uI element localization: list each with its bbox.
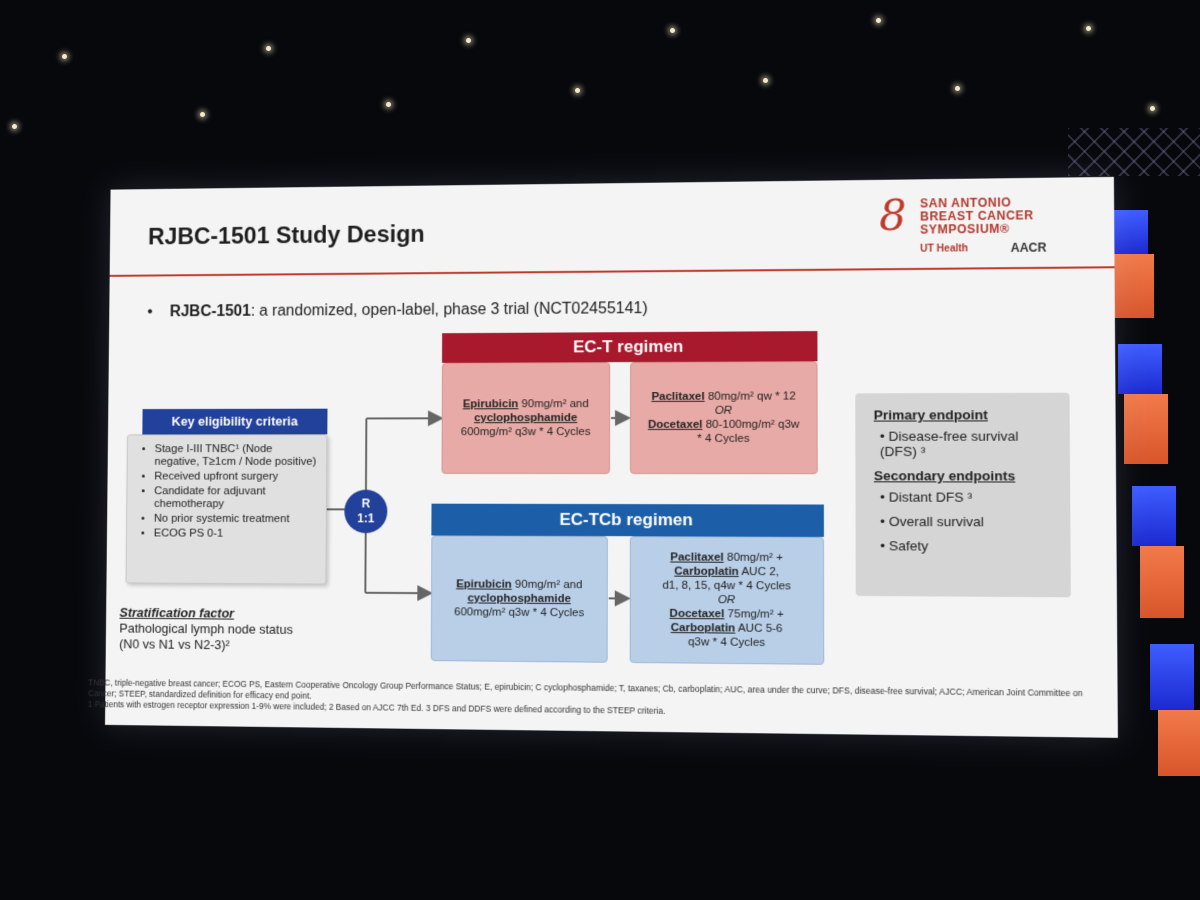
endpoint-item: • Disease-free survival (DFS) ³	[880, 428, 1060, 459]
stratification	[119, 605, 293, 654]
stratification-line: (N0 vs N1 vs N2-3)²	[119, 636, 230, 653]
drug-cyclophosphamide: cyclophosphamide	[474, 412, 578, 425]
sabcs-logo	[879, 189, 1096, 264]
trial-bullet: • RJBC-1501: a randomized, open-label, phase 3 trial (NCT02455141)	[147, 300, 648, 321]
ect-regimen-header: EC-T regimen	[442, 331, 817, 363]
ectcb-taxane-box	[630, 536, 825, 665]
endpoint-item: • Overall survival	[880, 514, 1060, 530]
endpoint-item: • Distant DFS ³	[880, 489, 1060, 505]
drug-carboplatin: Carboplatin	[670, 621, 736, 635]
slide-title: RJBC-1501 Study Design	[147, 221, 425, 251]
ectcb-ec-box	[431, 535, 608, 662]
primary-endpoint-title: Primary endpoint	[873, 407, 988, 423]
dose-text: * 4 Cycles	[697, 432, 750, 445]
stage-truss	[1068, 128, 1200, 176]
dose-text: 80mg/m² qw * 12	[704, 390, 796, 403]
ribbon-icon: 8	[879, 190, 907, 241]
footnotes	[88, 677, 1088, 722]
dose-text: 80-100mg/m² q3w	[702, 418, 800, 431]
secondary-endpoint-title: Secondary endpoints	[873, 468, 1016, 484]
drug-paclitaxel: Paclitaxel	[670, 551, 724, 564]
dose-text: d1, 8, 15, q4w * 4 Cycles	[662, 579, 792, 593]
eligibility-item: • Received upfront surgery	[154, 471, 318, 484]
drug-cyclophosphamide: cyclophosphamide	[467, 592, 571, 606]
dose-text: AUC 5-6	[735, 622, 783, 635]
dose-text: AUC 2,	[738, 565, 779, 579]
dose-text: 90mg/m² and	[518, 398, 589, 411]
title-divider	[110, 266, 1115, 277]
drug-carboplatin: Carboplatin	[674, 565, 739, 578]
drug-docetaxel: Docetaxel	[669, 607, 725, 621]
logo-line1: SAN ANTONIO	[919, 195, 1012, 211]
trial-name: RJBC-1501	[169, 303, 251, 321]
eligibility-item: • ECOG PS 0-1	[154, 528, 318, 541]
ect-taxane-box	[630, 361, 818, 474]
stratification-title: Stratification factor	[119, 604, 235, 621]
aacr-logo: AACR	[1010, 240, 1047, 255]
footnote-abbreviations: TNBC, triple-negative breast cancer; ECOG PS, Eastern Cooperative Oncology Group Performance Status; E, epirubicin; C cyclophosphamide; T, taxanes; Cb, carboplatin; AUC, area under the curve; DFS, disease-free survival; AJCC; American Joint Committee on Cancer; STEEP, standardized definition for efficacy end point.	[88, 677, 1083, 701]
footnote-notes: 1 Patients with estrogen receptor expression 1-9% were included; 2 Based on AJCC 7th Ed. 3 DFS and DDFS were defined according to the STEEP criteria.	[87, 699, 666, 716]
drug-docetaxel: Docetaxel	[647, 418, 703, 431]
dose-text: 600mg/m² q3w * 4 Cycles	[460, 426, 591, 439]
drug-paclitaxel: Paclitaxel	[651, 390, 705, 403]
or-label: OR	[717, 594, 736, 607]
ectcb-regimen-header: EC-TCb regimen	[431, 504, 824, 537]
presentation-slide	[87, 177, 1118, 738]
dose-text: 90mg/m² and	[511, 578, 583, 592]
randomization-ratio: 1:1	[357, 511, 375, 526]
dose-text: 80mg/m² +	[723, 551, 784, 565]
dose-text: q3w * 4 Cycles	[688, 636, 766, 650]
trial-description: : a randomized, open-label, phase 3 trial (NCT02455141)	[250, 300, 648, 320]
randomization-node	[344, 490, 387, 534]
randomization-label: R	[361, 496, 371, 511]
eligibility-item: • Candidate for adjuvant chemotherapy	[154, 485, 318, 511]
logo-line3: SYMPOSIUM®	[920, 221, 1010, 237]
ect-ec-box	[441, 362, 610, 474]
stratification-line: Pathological lymph node status	[119, 620, 293, 637]
eligibility-item: • No prior systemic treatment	[154, 513, 318, 526]
eligibility-item: • Stage I-III TNBC¹ (Node negative, T≥1cm / Node positive)	[154, 443, 318, 469]
drug-epirubicin: Epirubicin	[462, 398, 519, 411]
eligibility-box	[126, 434, 328, 584]
dose-text: 75mg/m² +	[724, 608, 784, 621]
ut-health-logo: UT Health	[920, 243, 969, 255]
drug-epirubicin: Epirubicin	[456, 578, 512, 591]
endpoints-box	[855, 393, 1071, 598]
logo-line2: BREAST CANCER	[920, 208, 1034, 224]
or-label: OR	[714, 404, 733, 417]
endpoint-item: • Safety	[880, 538, 1060, 554]
eligibility-header: Key eligibility criteria	[142, 409, 327, 435]
dose-text: 600mg/m² q3w * 4 Cycles	[454, 606, 585, 620]
